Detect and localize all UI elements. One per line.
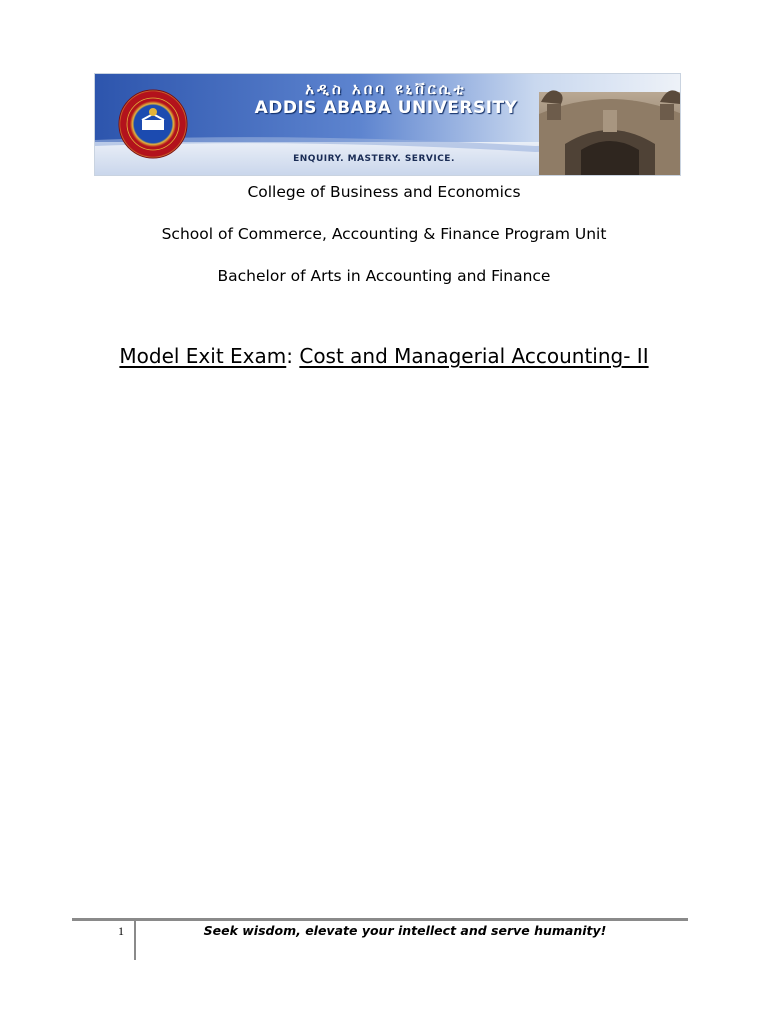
title-label: Model Exit Exam <box>119 344 287 368</box>
program-name: Bachelor of Arts in Accounting and Finance <box>217 267 551 285</box>
banner-motto: ENQUIRY. MASTERY. SERVICE. <box>293 154 455 164</box>
university-seal-icon <box>119 90 187 158</box>
banner-university-name: ADDIS ABABA UNIVERSITY <box>254 98 518 118</box>
document-title <box>0 344 768 368</box>
footer-vertical-divider <box>134 920 136 960</box>
banner-amharic-name: አዲስ አበባ ዩኒቨርሲቲ <box>305 80 467 98</box>
university-banner <box>94 73 681 176</box>
course-name: Cost and Managerial Accounting- II <box>299 344 649 368</box>
university-building-image <box>539 90 681 176</box>
title-separator: : <box>286 344 293 368</box>
footer-slogan: Seek wisdom, elevate your intellect and serve humanity! <box>203 923 607 938</box>
school-name: School of Commerce, Accounting & Finance Program Unit <box>161 225 607 243</box>
page-number: 1 <box>118 924 124 938</box>
college-name: College of Business and Economics <box>247 183 521 201</box>
footer-divider <box>72 918 688 921</box>
